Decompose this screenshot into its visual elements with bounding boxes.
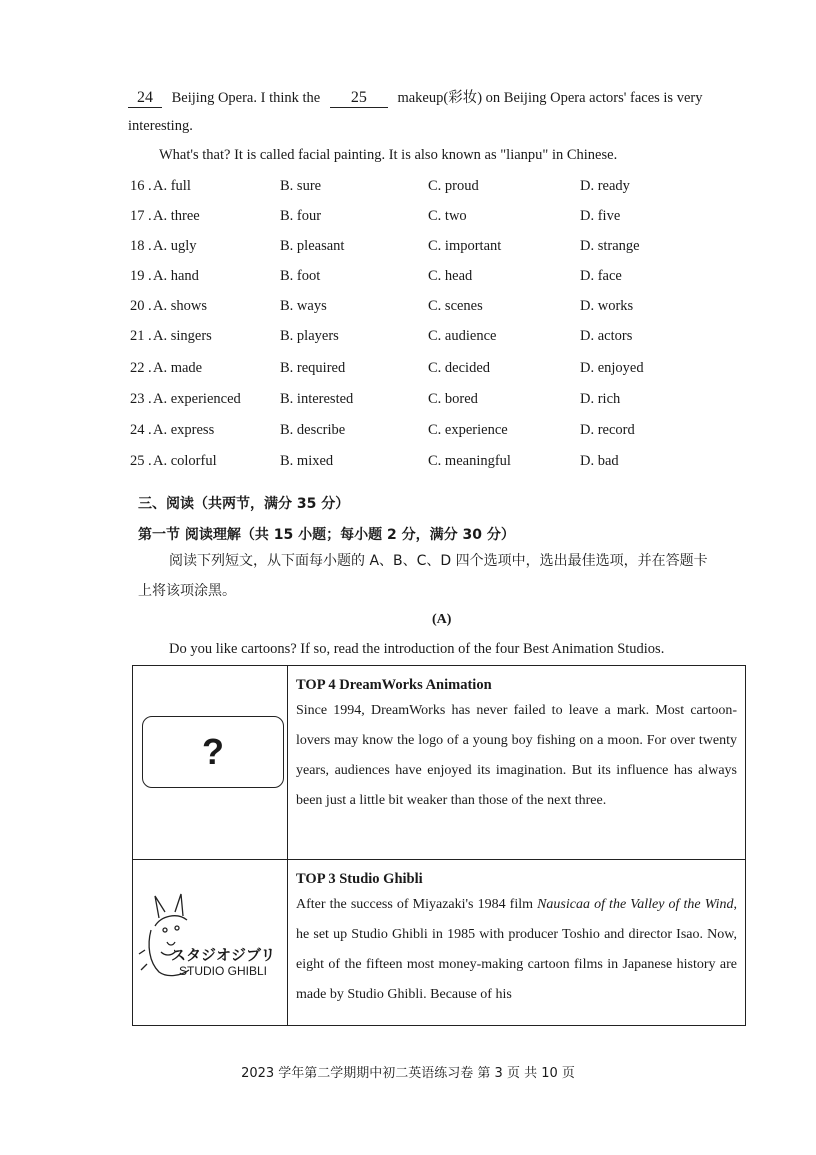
option-c: C. experience <box>428 422 508 438</box>
option-d: D. rich <box>580 391 621 407</box>
option-b: B. foot <box>280 268 321 284</box>
page-footer: 2023 学年第二学期期中初二英语练习卷 第 3 页 共 10 页 <box>241 1066 575 1081</box>
ghibli-text-cell <box>288 860 746 1026</box>
passage-intro: Do you like cartoons? If so, read the introduction of the four Best Animation Studios. <box>169 641 665 657</box>
number-dot: . <box>148 268 152 284</box>
question-number: 25 <box>130 453 145 469</box>
option-b: B. mixed <box>280 453 334 469</box>
option-a: A. hand <box>153 268 199 284</box>
studio-title: TOP 4 DreamWorks Animation <box>296 677 492 693</box>
blank-24: 24 <box>128 89 162 108</box>
option-c: C. important <box>428 238 502 254</box>
option-b: B. four <box>280 208 322 224</box>
question-number: 20 <box>130 298 145 314</box>
question-number: 16 <box>130 178 145 194</box>
table-row <box>133 860 746 1026</box>
option-row-24 <box>130 422 750 444</box>
dreamworks-text-cell <box>288 666 746 860</box>
question-number: 21 <box>130 328 145 344</box>
option-b: B. players <box>280 328 339 344</box>
question-number: 19 <box>130 268 145 284</box>
option-row-19 <box>130 268 750 290</box>
option-a: A. singers <box>153 328 212 344</box>
option-b: B. pleasant <box>280 238 345 254</box>
option-c: C. meaningful <box>428 453 511 469</box>
ghibli-logo-cell <box>133 860 288 1026</box>
option-a: A. full <box>153 178 191 194</box>
studios-table <box>132 665 746 1026</box>
number-dot: . <box>148 360 152 376</box>
number-dot: . <box>148 238 152 254</box>
option-row-21 <box>130 328 750 350</box>
option-d: D. enjoyed <box>580 360 644 376</box>
option-c: C. audience <box>428 328 497 344</box>
blank-25: 25 <box>330 89 388 108</box>
unknown-logo-box <box>142 716 284 788</box>
passage-line-3: What's that? It is called facial painting. It is also known as "lianpu" in Chinese. <box>159 147 618 163</box>
studio-description: Since 1994, DreamWorks has never failed to leave a mark. Most cartoon-lovers may know the logo of a young boy fishing on a moon. For over twenty years, audiences have enjoyed its imagination. But its influence has always been just a little bit weaker than those of the next three. <box>296 703 737 808</box>
option-row-18 <box>130 238 750 260</box>
option-a: A. three <box>153 208 200 224</box>
option-b: B. sure <box>280 178 322 194</box>
part-heading: 第一节 阅读理解（共 15 小题；每小题 2 分，满分 30 分） <box>138 527 515 543</box>
question-number: 23 <box>130 391 145 407</box>
option-b: B. describe <box>280 422 346 438</box>
ghibli-logo-en: STUDIO GHIBLI <box>179 964 268 978</box>
passage-text-b: makeup(彩妆) on Beijing Opera actors' faces is very <box>397 90 703 106</box>
option-b: B. required <box>280 360 346 376</box>
option-c: C. two <box>428 208 467 224</box>
option-row-20 <box>130 298 750 320</box>
option-a: A. ugly <box>153 238 197 254</box>
option-c: C. bored <box>428 391 478 407</box>
desc-post: , he set up Studio Ghibli in 1985 with producer Toshio and director Isao. Now, eight of the fifteen most money-making cartoon films in Japanese history are made by Studio Ghibli. Because of his <box>296 897 737 1002</box>
question-mark: ? <box>202 731 224 772</box>
option-d: D. actors <box>580 328 633 344</box>
studio-description <box>296 890 737 1010</box>
option-b: B. ways <box>280 298 327 314</box>
option-d: D. five <box>580 208 621 224</box>
number-dot: . <box>148 453 152 469</box>
option-c: C. head <box>428 268 473 284</box>
instruction-line-2: 上将该项涂黑。 <box>138 583 236 599</box>
option-a: A. colorful <box>153 453 217 469</box>
option-a: A. experienced <box>153 391 241 407</box>
option-a: A. shows <box>153 298 207 314</box>
option-row-17 <box>130 208 750 230</box>
table-row <box>133 666 746 860</box>
section-heading: 三、阅读（共两节，满分 35 分） <box>138 496 350 512</box>
option-d: D. face <box>580 268 622 284</box>
number-dot: . <box>148 391 152 407</box>
film-title: Nausicaa of the Valley of the Wind <box>537 897 734 912</box>
studio-title: TOP 3 Studio Ghibli <box>296 871 423 887</box>
option-d: D. works <box>580 298 634 314</box>
number-dot: . <box>148 178 152 194</box>
question-number: 17 <box>130 208 145 224</box>
option-a: A. made <box>153 360 203 376</box>
passage-line-2: interesting. <box>128 118 193 134</box>
number-dot: . <box>148 422 152 438</box>
desc-pre: After the success of Miyazaki's 1984 film <box>296 897 538 912</box>
option-c: C. proud <box>428 178 479 194</box>
number-dot: . <box>148 208 152 224</box>
ghibli-logo-jp: スタジオジブリ <box>171 946 276 964</box>
option-row-16 <box>130 178 750 200</box>
passage-text-a: Beijing Opera. I think the <box>171 90 321 106</box>
passage-label: (A) <box>432 612 452 627</box>
option-row-25 <box>130 453 750 475</box>
instruction-line-1: 阅读下列短文，从下面每小题的 A、B、C、D 四个选项中，选出最佳选项，并在答题卡 <box>169 553 708 569</box>
question-number: 22 <box>130 360 145 376</box>
option-c: C. decided <box>428 360 491 376</box>
question-number: 24 <box>130 422 145 438</box>
dreamworks-logo-cell <box>133 666 288 860</box>
option-d: D. record <box>580 422 635 438</box>
option-c: C. scenes <box>428 298 483 314</box>
passage-line-1 <box>128 86 702 108</box>
option-d: D. bad <box>580 453 619 469</box>
option-b: B. interested <box>280 391 354 407</box>
question-number: 18 <box>130 238 145 254</box>
option-d: D. ready <box>580 178 630 194</box>
number-dot: . <box>148 298 152 314</box>
option-d: D. strange <box>580 238 640 254</box>
option-a: A. express <box>153 422 215 438</box>
option-row-23 <box>130 391 750 413</box>
option-row-22 <box>130 360 750 382</box>
number-dot: . <box>148 328 152 344</box>
